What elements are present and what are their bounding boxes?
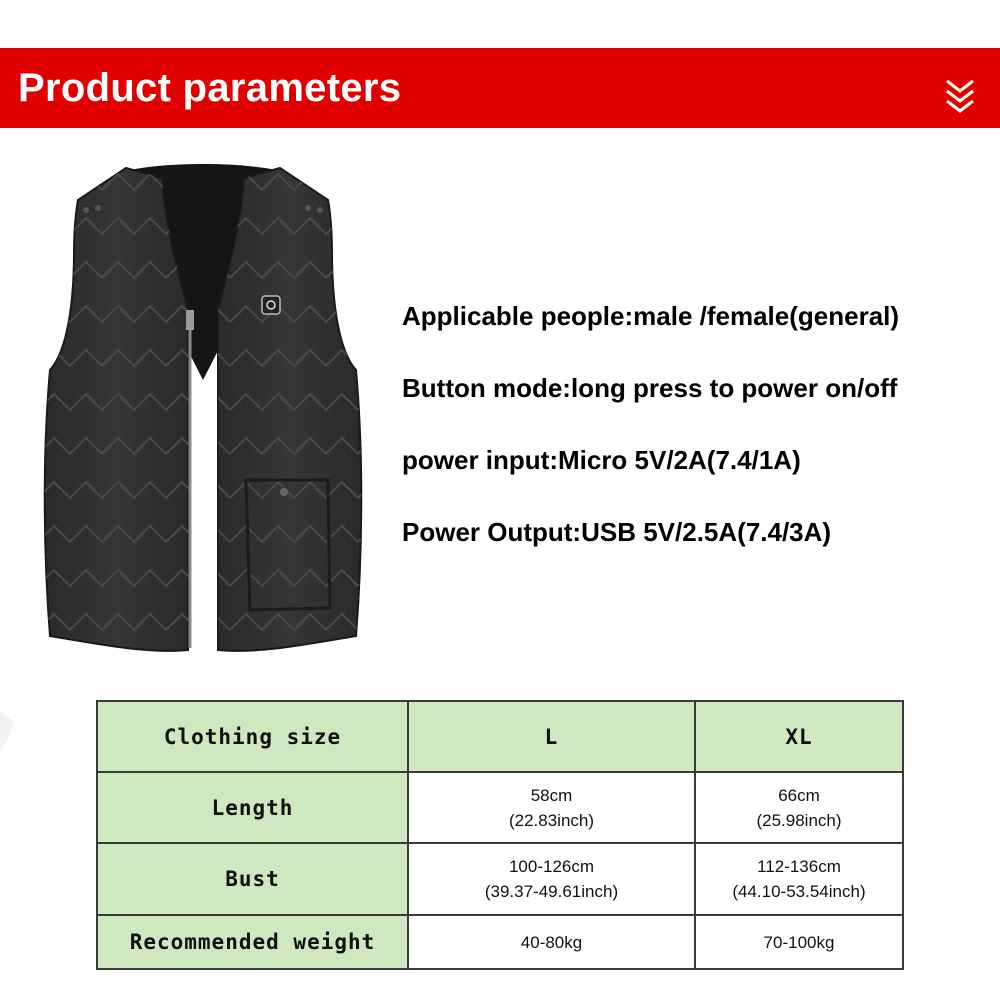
background-decoration <box>0 700 30 760</box>
spec-button-mode: Button mode:long press to power on/off <box>402 373 898 403</box>
table-header-cell <box>695 701 903 772</box>
weight-l: 40-80kg <box>520 932 583 952</box>
header-banner <box>0 48 1000 128</box>
spec-power-input: power input:Micro 5V/2A(7.4/1A) <box>402 445 801 475</box>
table-cell <box>695 772 903 843</box>
weight-xl: 70-100kg <box>763 932 835 952</box>
table-cell <box>695 843 903 915</box>
bust-xl-cm: 112-136cm <box>757 857 841 876</box>
spec-list <box>402 294 992 582</box>
table-cell <box>408 772 695 843</box>
row-label-length: Length <box>211 795 294 820</box>
length-l-cm: 58cm <box>530 785 573 805</box>
table-cell <box>408 843 695 915</box>
triple-chevron-down-icon <box>944 78 976 114</box>
bust-l-inch: (39.37-49.61inch) <box>484 882 619 901</box>
table-cell <box>408 915 695 969</box>
row-label-cell <box>97 772 408 843</box>
spec-applicable-people: Applicable people:male /female(general) <box>402 301 900 331</box>
spec-power-output: Power Output:USB 5V/2.5A(7.4/3A) <box>402 517 832 547</box>
bust-xl-inch: (44.10-53.54inch) <box>732 882 866 901</box>
row-label-weight: Recommended weight <box>129 930 376 954</box>
row-label-cell <box>97 843 408 915</box>
bust-l-cm: 100-126cm <box>508 857 595 876</box>
heated-vest-image <box>38 160 368 670</box>
size-table <box>96 700 904 970</box>
table-cell <box>695 915 903 969</box>
length-xl-cm: 66cm <box>778 785 820 805</box>
page-title: Product parameters <box>18 66 402 110</box>
row-label-cell <box>97 915 408 969</box>
header-size-l: L <box>544 724 559 749</box>
header-size-xl: XL <box>785 724 813 749</box>
table-header-cell <box>408 701 695 772</box>
table-header-row <box>97 701 903 772</box>
table-row <box>97 915 903 969</box>
row-label-bust: Bust <box>225 867 280 891</box>
length-l-inch: (22.83inch) <box>508 810 595 830</box>
header-clothing-size: Clothing size <box>163 724 342 749</box>
table-header-cell <box>97 701 408 772</box>
length-xl-inch: (25.98inch) <box>756 810 842 830</box>
table-row <box>97 843 903 915</box>
table-row <box>97 772 903 843</box>
